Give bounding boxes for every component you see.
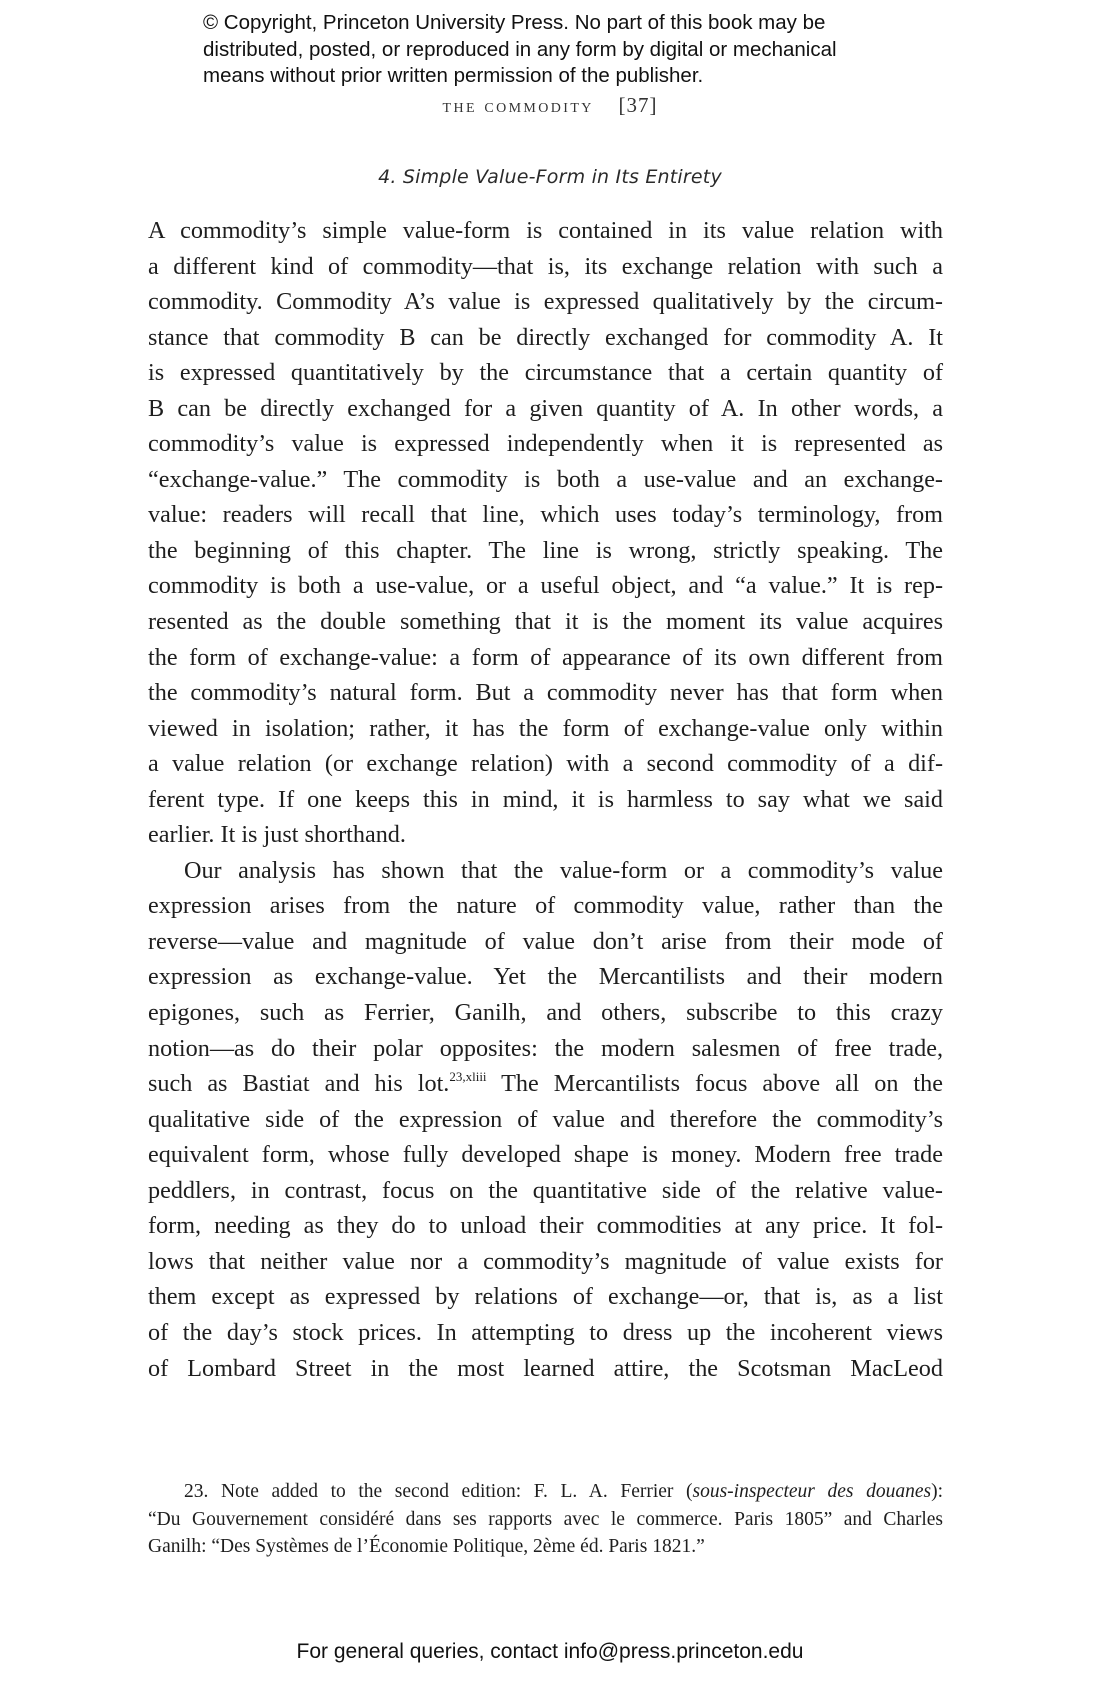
text-line: value: readers will recall that line, which uses today’s terminology, from: [148, 501, 943, 529]
copyright-line: means without prior written permission of the publisher.: [203, 64, 704, 87]
body-text: [148, 213, 943, 1386]
text-line: the commodity’s natural form. But a commodity never has that form when: [148, 679, 943, 707]
footnote-number: 23.: [184, 1481, 209, 1502]
footnote-line: “Du Gouvernement considéré dans ses rapports avec le commerce. Paris 1805” and Charles: [148, 1508, 943, 1530]
text-line-with-note: [148, 1066, 943, 1102]
text-line: Our analysis has shown that the value-form or a commodity’s value: [184, 856, 943, 884]
text-line: equivalent form, whose fully developed shape is money. Modern free trade: [148, 1141, 943, 1169]
footnote-line: [148, 1478, 943, 1506]
text-line: the beginning of this chapter. The line is wrong, strictly speaking. The: [148, 536, 943, 564]
copyright-line: distributed, posted, or reproduced in any form by digital or mechanical: [203, 37, 837, 61]
text-line: form, needing as they do to unload their commodities at any price. It fol-: [148, 1212, 943, 1240]
footnote-line: Ganilh: “Des Systèmes de l’Économie Politique, 2ème éd. Paris 1821.”: [148, 1536, 705, 1557]
section-title: 4. Simple Value-Form in Its Entirety: [378, 166, 722, 188]
text-line: reverse—value and magnitude of value don’t arise from their mode of: [148, 927, 943, 955]
text-line: of the day’s stock prices. In attempting to dress up the incoherent views: [148, 1318, 943, 1346]
footer-contact: For general queries, contact info@press.princeton.edu: [296, 1640, 804, 1663]
text-fragment: Note added to the second edition: F. L. A. Ferrier (: [208, 1481, 693, 1502]
text-line: lows that neither value nor a commodity’s magnitude of value exists for: [148, 1247, 943, 1275]
italic-phrase: sous-inspecteur des douanes: [692, 1481, 932, 1502]
text-fragment: ):: [931, 1481, 944, 1502]
text-line: ferent type. If one keeps this in mind, it is harmless to say what we said: [148, 785, 943, 813]
running-head: [0, 93, 1100, 118]
copyright-line: © Copyright, Princeton University Press. No part of this book may be: [203, 11, 826, 34]
footnote: [148, 1478, 943, 1561]
text-line: a value relation (or exchange relation) with a second commodity of a dif-: [148, 750, 943, 778]
text-line: resented as the double something that it is the moment its value acquires: [148, 608, 943, 636]
text-fragment: such as Bastiat and his lot.: [148, 1070, 450, 1098]
footnote-reference[interactable]: 23,xliii: [449, 1069, 487, 1085]
text-line: of Lombard Street in the most learned attire, the Scotsman MacLeod: [148, 1354, 943, 1382]
text-line: “exchange-value.” The commodity is both a use-value and an exchange-: [148, 465, 943, 493]
text-line: earlier. It is just shorthand.: [148, 821, 406, 849]
text-line: qualitative side of the expression of value and therefore the commodity’s: [148, 1105, 943, 1133]
text-line: them except as expressed by relations of exchange—or, that is, as a list: [148, 1283, 943, 1311]
text-line: the form of exchange-value: a form of appearance of its own different from: [148, 643, 943, 671]
text-line: commodity’s value is expressed independently when it is represented as: [148, 430, 943, 458]
text-line: epigones, such as Ferrier, Ganilh, and others, subscribe to this crazy: [148, 999, 943, 1027]
text-line: B can be directly exchanged for a given quantity of A. In other words, a: [148, 394, 943, 422]
running-head-title: the commodity: [442, 95, 594, 117]
text-line: expression as exchange-value. Yet the Mercantilists and their modern: [148, 963, 943, 991]
text-line: notion—as do their polar opposites: the modern salesmen of free trade,: [148, 1034, 943, 1062]
text-line: a different kind of commodity—that is, its exchange relation with such a: [148, 252, 943, 280]
text-fragment: The Mercantilists focus above all on the: [486, 1070, 943, 1098]
copyright-notice: [203, 10, 923, 90]
text-line: viewed in isolation; rather, it has the form of exchange-value only within: [148, 714, 943, 742]
text-line: is expressed quantitatively by the circumstance that a certain quantity of: [148, 359, 943, 387]
text-line: stance that commodity B can be directly exchanged for commodity A. It: [148, 323, 943, 351]
text-line: commodity. Commodity A’s value is expressed qualitatively by the circum-: [148, 288, 943, 316]
text-line: expression arises from the nature of commodity value, rather than the: [148, 892, 943, 920]
page-number: [37]: [618, 93, 658, 117]
paragraph-2: [148, 853, 943, 1386]
text-line: A commodity’s simple value-form is contained in its value relation with: [148, 217, 943, 244]
paragraph-1: [148, 213, 943, 853]
text-line: commodity is both a use-value, or a useful object, and “a value.” It is rep-: [148, 572, 943, 600]
text-line: peddlers, in contrast, focus on the quantitative side of the relative value-: [148, 1176, 943, 1204]
